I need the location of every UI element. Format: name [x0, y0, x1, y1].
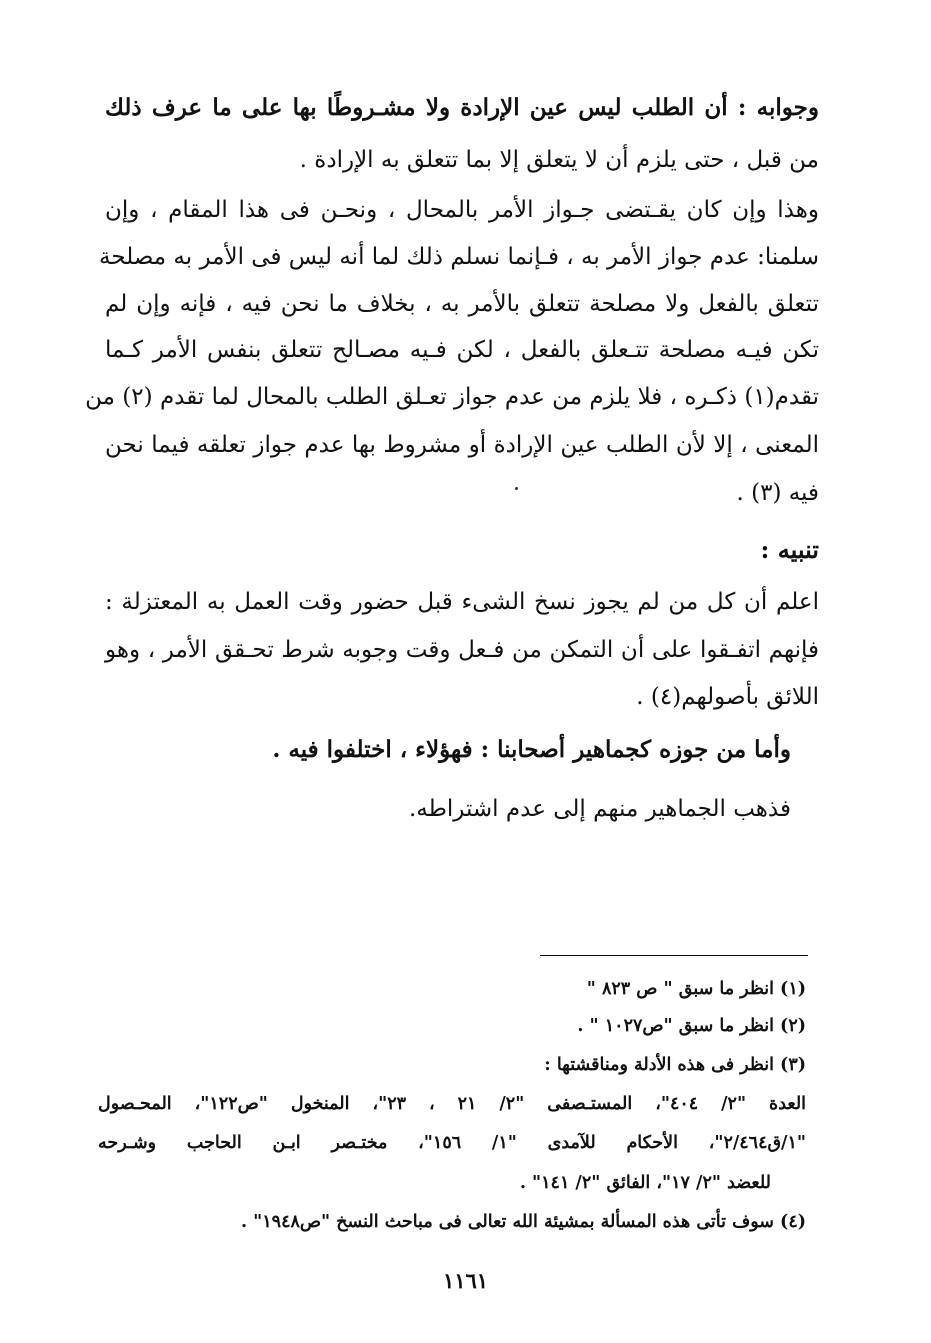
body-line-9: فيه (٣) . [736, 480, 819, 506]
body-line-5: تتعلق بالفعل ولا مصلحة تتعلق بالأمر به ، بخلاف ما نحن فيه ، فإنه وإن لم [105, 291, 819, 317]
footnote-3-line-3: "١/ق٢/٤٦٤"، الأحكام للآمدى "١/ ١٥٦"، مختـصر ابـن الحاجب وشـرحه [98, 1133, 806, 1153]
footnote-2: (٢) انظر ما سبق "ص١٠٢٧ " . [577, 1016, 806, 1036]
section-heading: تنبيه : [760, 535, 819, 564]
body-line-4: سلمنا: عدم جواز الأمر به ، فـإنما نسلم ذلك لما أنه ليس فى الأمر به مصلحة [99, 244, 819, 270]
page-number: ١١٦١ [442, 1268, 489, 1293]
body-line-1: وجوابه : أن الطلب ليس عين الإرادة ولا مشـروطًا بها على ما عرف ذلك [105, 94, 819, 121]
body-line-11: فإنهم اتفـقوا على أن التمكن من فـعل وقت وجوبه شرط تحـقق الأمر ، وهو [105, 637, 819, 663]
body-line-6: تكن فيـه مصلحة تتـعلق بالفعل ، لكن فـيه مصـالح تتعلق بنفس الأمر كـما [105, 337, 819, 363]
body-line-2: من قبل ، حتى يلزم أن لا يتعلق إلا بما تتعلق به الإرادة . [299, 147, 819, 173]
footnote-3-line-2: العدة "٢/ ٤٠٤"، المستـصفى "٢/ ٢١ ، ٢٣"، المنخول "ص١٢٢"، المحـصول [98, 1094, 807, 1114]
footnote-3-line-4: للعضد "٢/ ١٧"، الفائق "٢/ ١٤١" . [519, 1173, 771, 1193]
footnote-separator [540, 955, 808, 956]
body-line-10: اعلم أن كل من لم يجوز نسخ الشىء قبل حضور وقت العمل به المعتزلة : [105, 589, 819, 615]
footnote-4: (٤) سوف تأتى هذه المسألة بمشيئة الله تعالى فى مباحث النسخ "ص١٩٤٨" . [240, 1212, 806, 1232]
footnote-3: (٣) انظر فى هذه الأدلة ومناقشتها : [544, 1055, 806, 1075]
body-line-14: فذهب الجماهير منهم إلى عدم اشتراطه. [408, 796, 791, 822]
body-line-8: المعنى ، إلا لأن الطلب عين الإرادة أو مشروط بها عدم جواز تعلقه فيما نحن [105, 432, 819, 458]
body-line-13: وأما من جوزه كجماهير أصحابنا : فهؤلاء ، اختلفوا فيه . [272, 736, 791, 763]
body-line-3: وهذا وإن كان يقـتضى جـواز الأمر بالمحال ، ونحـن فى هذا المقام ، وإن [105, 197, 819, 223]
body-line-12: اللائق بأصولهم(٤) . [636, 684, 819, 710]
stray-dot [515, 487, 518, 490]
footnote-1: (١) انظر ما سبق " ص ٨٢٣ " [586, 979, 806, 999]
body-line-7: تقدم(١) ذكـره ، فلا يلزم من عدم جواز تعـلق الطلب بالمحال لما تقدم (٢) من [85, 384, 819, 410]
